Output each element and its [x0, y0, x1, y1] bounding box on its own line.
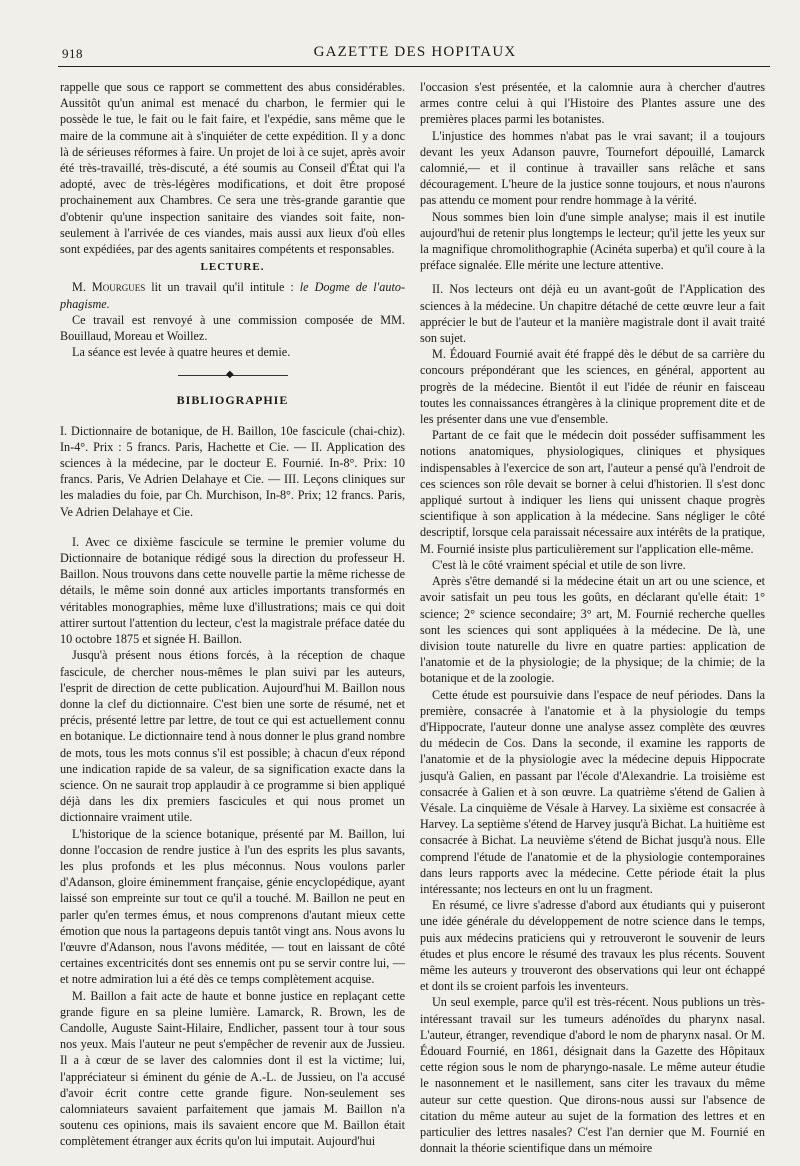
lecture-text: lit un travail qu'il intitule :: [145, 280, 300, 295]
paragraph: Partant de ce fait que le médecin doit posséder suffisamment les notions anatomiques, physiologiques, cliniques et physiques indispensables à l'exercice de son art, l'auteur a pensé qu'à l'endroit de ces sciences son rôle devait se borner à celui d'historien. Il s'est donc appliqué surtout à indiquer les liens qui unissent chaque progrès scientifique à son application à la médecine. Sans négliger le côté descriptif, lorsque cela paraissait nécessaire aux intérêts de la pratique, M. Fournié insiste plus particulièrement sur l'application elle-même.: [420, 428, 765, 556]
paragraph: Ce travail est renvoyé à une commission composée de MM. Bouillaud, Moreau et Woillez.: [60, 312, 405, 344]
divider-ornament: ◆: [226, 369, 234, 381]
paragraph: Un seul exemple, parce qu'il est très-récent. Nous publions un très-intéressant travail sur les tumeurs adénoïdes du pharynx nasal. L'auteur, étranger, revendique d'abord le nom de pharynx nasal. Or M. Édouard Fournié, en 1861, désignait dans la Gazette des Hôpitaux cette région sous le nom de pharyngo-nasale. Le même auteur étudie le nasonnement et le nasillement, sans citer les travaux du même auteur sur cette question. Que dirons-nous aussi sur l'absence de citation du même auteur au sujet de la formation des lettres et en particulier des lettres nasales? C'est l'an dernier que M. Fournié en donnait la théorie scientifique dans un mémoire: [420, 995, 765, 1156]
paragraph: La séance est levée à quatre heures et demie.: [72, 345, 291, 360]
header-rule: [58, 66, 770, 67]
bibliographie-heading: BIBLIOGRAPHIE: [176, 393, 289, 408]
right-column: [420, 79, 765, 1156]
lecture-heading: LECTURE.: [200, 261, 265, 274]
bibliography-entry: I. Dictionnaire de botanique, de H. Baillon, 10e fascicule (chai-chiz). In-4°. Prix : 5 francs. Paris, Hachette et Cie. — II. Application des sciences à la médecine, par le docteur E. Fournié. In-8°. Prix: 10 francs. Paris, Ve Adrien Delahaye et Cie. — III. Leçons cliniques sur les maladies du foie, par Ch. Murchison, In-8°. Prix; 12 francs. Paris, Ve Adrien Delahaye et Cie.: [60, 423, 405, 519]
paragraph: M. Édouard Fournié avait été frappé dès le début de sa carrière du concours prépondérant que les sciences, en général, apportent au progrès de la médecine. Bientôt il eut l'idée de réunir en faisceau toutes les connaissances étrangères à la clinique proprement dite et de les présenter dans une vue d'ensemble.: [420, 347, 765, 427]
lecturer-name: M. Mourgues: [72, 280, 146, 295]
paragraph: l'occasion s'est présentée, et la calomnie aura à chercher d'autres armes contre celui à qui l'Histoire des Plantes assure une des premières places parmi les botanistes.: [420, 80, 765, 127]
paragraph: En résumé, ce livre s'adresse d'abord aux étudiants qui y puiseront une idée générale du développement de notre science dans le temps, puis aux médecins praticiens qui y retrouveront le souvenir de leurs études et plus encore le résumé des travaux les plus récents. Souvent même les auteurs y trouveront des observations qui leur ont échappé et dont ils se croient parfois les inventeurs.: [420, 898, 765, 994]
paragraph: C'est là le côté vraiment spécial et utile de son livre.: [432, 557, 686, 572]
paragraph: L'historique de la science botanique, présenté par M. Baillon, lui donne l'occasion de rendre justice à l'un des esprits les plus savants, les plus profonds et les plus méconnus. Nous voulons parler d'Adanson, gloire éminemment française, génie encyclopédique, ayant laissé son empreinte sur tout ce qu'il a touché. M. Baillon ne peut en parler qu'en termes émus, et nous comprenons d'autant mieux cette émotion que nous la partageons depuis tantôt vingt ans. Nous avons lu l'œuvre d'Adanson, nous l'avons méditée, — tout en laissant de côté certaines excentricités dont ses ennemis ont pu se servir contre lui, — et notre admiration lui a été dès ce temps complètement acquise.: [60, 826, 405, 987]
paragraph: Cette étude est poursuivie dans l'espace de neuf périodes. Dans la première, consacrée à l'anatomie et à la physiologie du temps d'Hippocrate, l'auteur donne une analyse assez complète des œuvres du médecin de Cos. Dans la seconde, il examine les rapports de l'anatomie et de la physiologie avec la médecine depuis Hippocrate jusqu'à Galien, en passant par l'école d'Alexandrie. La troisième est consacrée à Galien et à son œuvre. La quatrième s'étend de Galien à Vésale. La cinquième de Vésale à Harvey. La sixième est consacrée à Harvey. La septième s'étend de Harvey jusqu'à Bichat. La huitième est consacrée à Bichat. La neuvième s'étend de Bichat jusqu'à nous. Elle comprend l'étude de l'anatomie et de la physiologie contemporaines dans leurs rapports avec la médecine. Cette période était la plus intéressante; nos lecteurs en ont lu un fragment.: [420, 687, 765, 896]
section-divider: [60, 370, 405, 380]
paragraph: Nous sommes bien loin d'une simple analyse; mais il est inutile aujourd'hui de retenir plus longtemps le lecteur; qu'il jette les yeux sur la magnifique chromolithographie (Acinéta superba) et qu'il coure à la préface signalée. Elle mérite une lecture attentive.: [420, 209, 765, 273]
running-header: [60, 40, 770, 66]
paragraph: L'injustice des hommes n'abat pas le vrai savant; il a toujours devant les yeux Adanson pauvre, Tournefort dépouillé, Lamarck calomnié,— et il continue à travailler sans relâche et sans découragement. L'heure de la justice sonne toujours, et nous n'aurons pas attendu ce moment pour rendre hommage à la vérité.: [420, 128, 765, 208]
paragraph: Après s'être demandé si la médecine était un art ou une science, et avoir satisfait un peu tous les goûts, en déclarant qu'elle était: 1° science; 2° science secondaire; 3° art, M. Fournié recherche quelles sont les sciences qui sont appliquées à la médecine. De là, une division toute naturelle du livre en quatre parties: application de l'anatomie et de la physiologie; de la physique; de la chimie; de la botanique et de la zoologie.: [420, 574, 765, 686]
left-column: [60, 79, 405, 1150]
paragraph: I. Avec ce dixième fascicule se termine le premier volume du Dictionnaire de botanique rédigé sous la direction du professeur H. Baillon. Nous trouvons dans cette nouvelle partie la même richesse de détails, le même soin donné aux articles importants transformés en véritables monographies, même luxe d'illustrations; mais ce qui doit attirer surtout l'attention du lecteur, c'est la magistrale préface datée du 10 octobre 1875 et signée H. Baillon.: [60, 534, 405, 647]
lecture-title: le Dogme de l'auto-phagisme.: [60, 280, 405, 311]
paragraph: II. Nos lecteurs ont déjà eu un avant-goût de l'Application des sciences à la médecine. Un chapitre détaché de cette œuvre leur a fait apprécier le but de l'auteur et la manière magistrale dont il avait traité son sujet.: [420, 282, 765, 346]
paragraph: rappelle que sous ce rapport se commettent des abus considérables. Aussitôt qu'un animal est menacé du charbon, le fermier qui le possède le tue, le fait ou le fait faire, et l'expédie, sans même que le maire de la commune ait à s'inquiéter de cette expédition. Il y a donc là de sérieuses réformes à faire. Un projet de loi à ce sujet, après avoir été très-travaillé, très-discuté, a été soumis au Conseil d'État qui l'a adopté, avec de très-légères modifications, et doit être proposé prochainement aux Chambres. Ce sera une très-grande garantie que d'obtenir qu'une inspection sanitaire des viandes soit faite, non-seulement à l'arrivée de ces viandes, mais aussi aux lieux d'où elles sont expédiées, par des agents sanitaires compétents et responsables.: [60, 80, 405, 257]
journal-title: GAZETTE DES HOPITAUX: [313, 44, 517, 60]
page-number: 918: [62, 46, 83, 61]
paragraph: Jusqu'à présent nous étions forcés, à la réception de chaque fascicule, de chercher nous-mêmes le plan suivi par les auteurs, l'esprit de direction de cette publication. Aujourd'hui M. Baillon nous donne la clef du dictionnaire. C'est bien une sorte de résumé, net et précis, présenté lettre par lettre, de tout ce qui est actuellement connu en botanique. Le dictionnaire tend à nous donner le plus grand nombre de mots, tous les mots connus s'il est possible; à chacun d'eux répond une indication rapide de sa valeur, de sa signification exacte dans la science. On ne saurait trop applaudir à ce programme si bien appliqué déjà dans les dix premiers fascicules et qui nous promet un dictionnaire vraiment utile.: [60, 648, 405, 825]
lecture-paragraph: [60, 279, 405, 311]
paragraph: M. Baillon a fait acte de haute et bonne justice en replaçant cette grande figure en sa pleine lumière. Lamarck, R. Brown, les de Candolle, Auguste Saint-Hilaire, Endlicher, passent tour à tour sous nos yeux. Mais l'auteur ne peut s'empêcher de revenir aux de Jussieu. Il a à cœur de se laver des calomnies dont il est la victime; lui, l'appréciateur si éminent du génie de A.-L. de Jussieu, on l'a accusé d'avoir écrit contre cette grande figure. Non-seulement ses calomniateurs savaient parfaitement que jamais M. Baillon n'a soutenu ces opinions, mais ils savaient encore que M. Baillon était complètement étranger aux écrits qu'on lui imputait. Aujourd'hui: [60, 988, 405, 1149]
